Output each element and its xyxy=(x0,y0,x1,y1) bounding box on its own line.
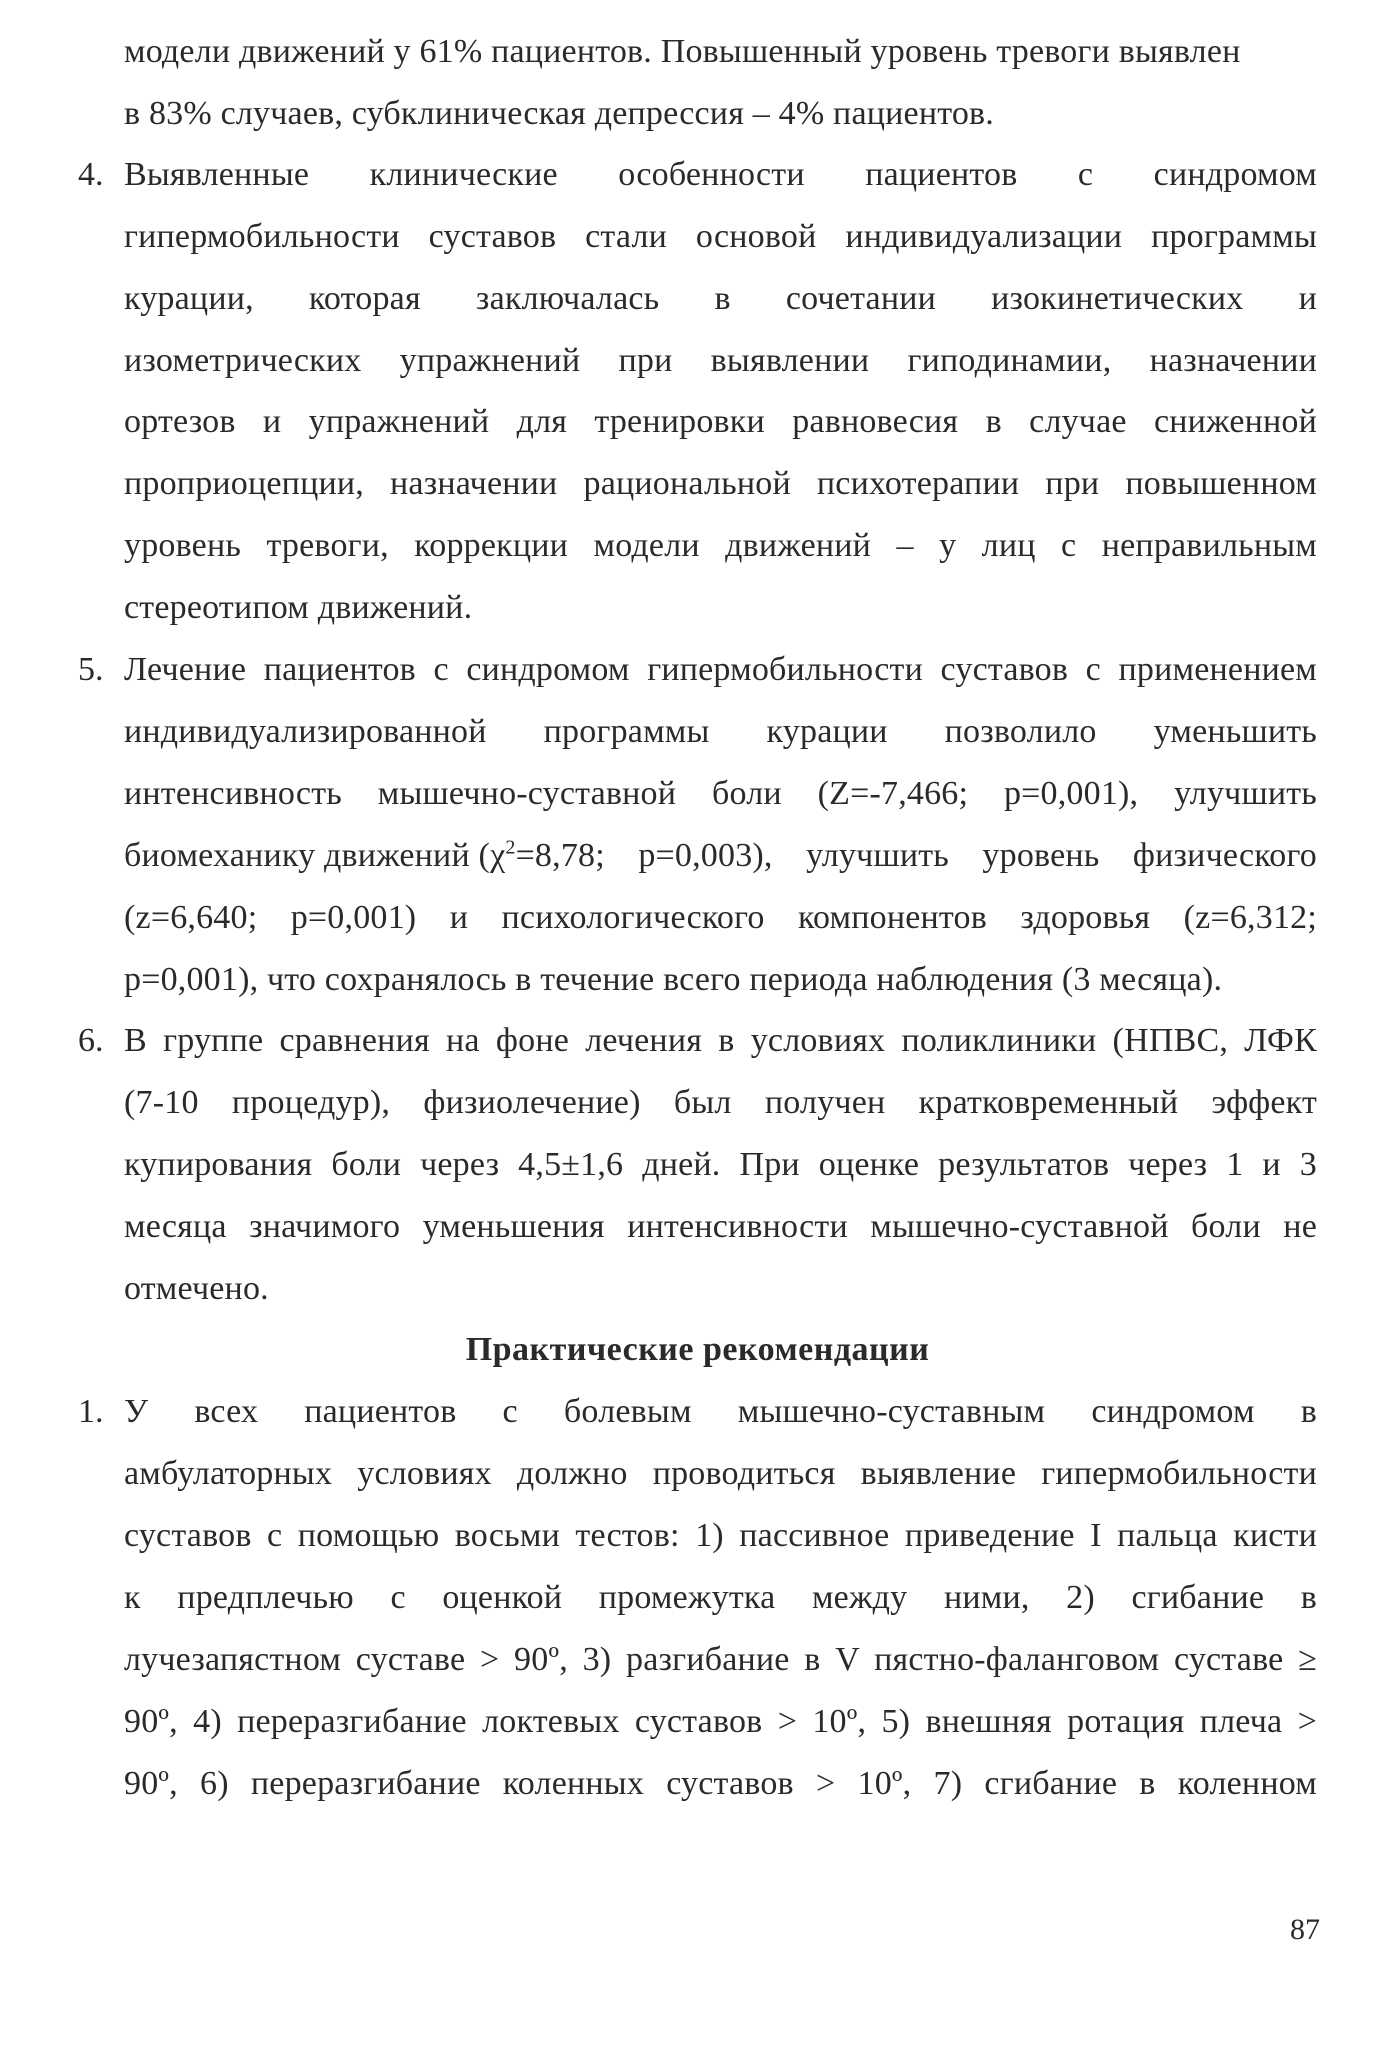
section-heading: Практические рекомендации xyxy=(465,1331,930,1368)
text-segment: =8,78; p=0,003), улучшить уровень физического xyxy=(515,837,1317,874)
list-number: 6. xyxy=(78,1022,104,1059)
text-line: 90º, 4) переразгибание локтевых суставов > 10º, 5) внешняя ротация плеча > xyxy=(124,1703,1317,1740)
text-line: месяца значимого уменьшения интенсивности мышечно-суставной боли не xyxy=(124,1208,1317,1245)
text-line: купирования боли через 4,5±1,6 дней. При оценке результатов через 1 и 3 xyxy=(124,1146,1317,1183)
text-line: суставов с помощью восьми тестов: 1) пассивное приведение I пальца кисти xyxy=(124,1517,1317,1554)
text-line: Лечение пациентов с синдромом гипермобильности суставов с применением xyxy=(124,651,1317,688)
text-line: индивидуализированной программы курации позволило уменьшить xyxy=(124,713,1317,750)
text-line: ортезов и упражнений для тренировки равновесия в случае сниженной xyxy=(124,403,1317,440)
text-line: интенсивность мышечно-суставной боли (Z=-7,466; p=0,001), улучшить xyxy=(124,775,1317,812)
text-line: модели движений у 61% пациентов. Повышенный уровень тревоги выявлен xyxy=(124,33,1241,70)
page-number: 87 xyxy=(1290,1913,1320,1946)
superscript: 2 xyxy=(505,836,516,859)
text-line: стереотипом движений. xyxy=(124,589,473,626)
text-line: амбулаторных условиях должно проводиться выявление гипермобильности xyxy=(124,1455,1317,1492)
text-line: В группе сравнения на фоне лечения в условиях поликлиники (НПВС, ЛФК xyxy=(124,1022,1317,1059)
text-line: изометрических упражнений при выявлении гиподинамии, назначении xyxy=(124,342,1317,379)
list-number: 1. xyxy=(78,1393,104,1430)
list-number: 4. xyxy=(78,156,104,193)
text-line xyxy=(124,836,1317,876)
list-number: 5. xyxy=(78,651,104,688)
text-line: (7-10 процедур), физиолечение) был получен кратковременный эффект xyxy=(124,1084,1317,1121)
text-line: лучезапястном суставе > 90º, 3) разгибание в V пястно-фаланговом суставе ≥ xyxy=(124,1641,1317,1678)
text-line: проприоцепции, назначении рациональной психотерапии при повышенном xyxy=(124,465,1317,502)
text-line: гипермобильности суставов стали основой индивидуализации программы xyxy=(124,218,1317,255)
text-line: Выявленные клинические особенности пациентов с синдромом xyxy=(124,156,1317,193)
text-line: в 83% случаев, субклиническая депрессия – 4% пациентов. xyxy=(124,95,994,132)
text-segment: биомеханику движений ($\chi^2$ xyxy=(124,836,516,874)
text-line: p=0,001), что сохранялось в течение всего периода наблюдения (3 месяца). xyxy=(124,961,1223,998)
text-line: к предплечью с оценкой промежутка между ними, 2) сгибание в xyxy=(124,1579,1317,1616)
text-line: (z=6,640; p=0,001) и психологического компонентов здоровья (z=6,312; xyxy=(124,899,1317,936)
text-line: отмечено. xyxy=(124,1270,269,1307)
text-line: У всех пациентов с болевым мышечно-суставным синдромом в xyxy=(124,1393,1317,1430)
text-line: уровень тревоги, коррекции модели движений – у лиц с неправильным xyxy=(124,527,1317,564)
text-line: 90º, 6) переразгибание коленных суставов > 10º, 7) сгибание в коленном xyxy=(124,1765,1317,1802)
text-line: курации, которая заключалась в сочетании изокинетических и xyxy=(124,280,1317,317)
